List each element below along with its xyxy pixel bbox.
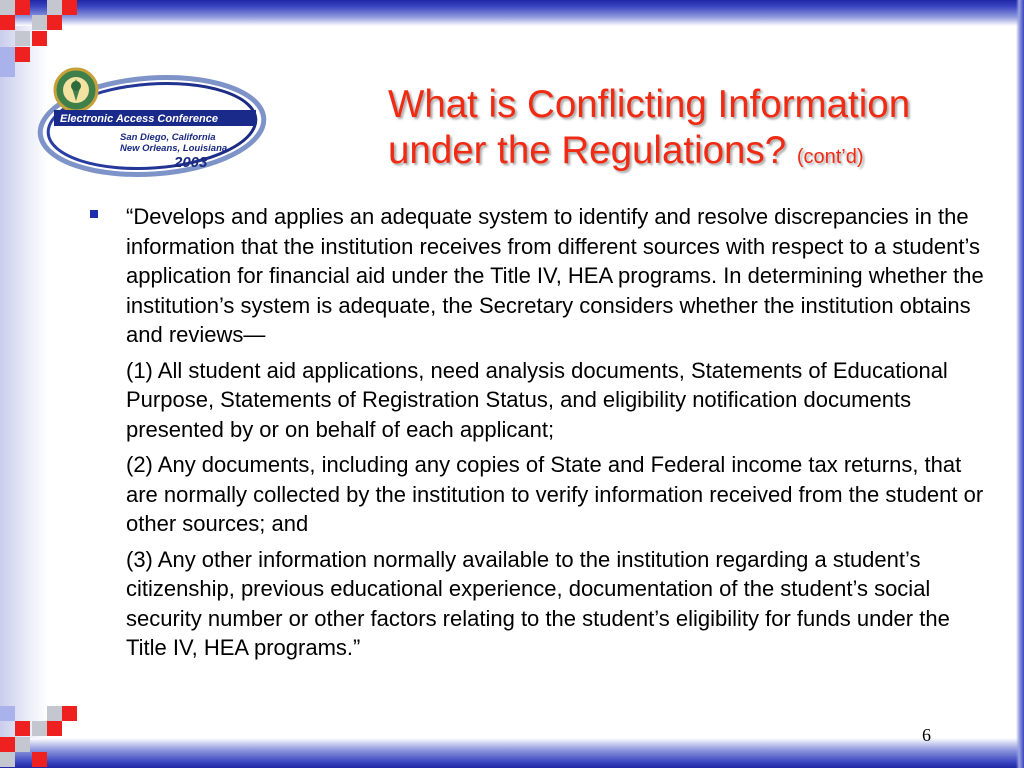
logo-location-line1: San Diego, California — [120, 132, 216, 143]
slide-top-border — [0, 0, 1024, 26]
main-paragraph: “Develops and applies an adequate system to identify and resolve discrepancies in the information that the institution receives from different sources with respect to a student’s application for financial aid under the Title IV, HEA programs. In determining whether the institution’s system is adequate, the Secretary considers whether the institution obtains and reviews— — [126, 204, 984, 347]
slide-title-line1: What is Conflicting Information — [388, 83, 911, 126]
logo-conference-name: Electronic Access Conference — [60, 113, 218, 125]
conference-logo — [36, 66, 268, 178]
sub-item-2: (2) Any documents, including any copies of State and Federal income tax returns, that are normally collected by the institution to verify information received from the student or other sources; and — [126, 452, 984, 536]
slide-title — [388, 82, 1018, 180]
page-number: 6 — [922, 725, 931, 745]
slide-bottom-border — [0, 738, 1024, 768]
bottom-checker-decoration — [0, 706, 78, 768]
logo-year: 2003 — [174, 154, 208, 171]
bullet-item — [90, 202, 990, 350]
logo-location-line2: New Orleans, Louisiana — [120, 143, 228, 154]
sub-item-3: (3) Any other information normally available to the institution regarding a student’s citizenship, previous educational experience, documentation of the student’s social security number or other factors relating to the student’s eligibility for funds under the Title IV, HEA programs.” — [126, 546, 950, 660]
square-bullet-icon — [90, 210, 98, 218]
slide-title-suffix: (cont’d) — [796, 146, 864, 168]
sub-item-1: (1) All student aid applications, need analysis documents, Statements of Educational Purpose, Statements of Registration Status, and eligibility notification documents presented by or on behalf of each applicant; — [126, 357, 948, 442]
slide-title-line2: under the Regulations? — [388, 129, 787, 172]
seal-icon — [55, 69, 97, 111]
slide-body — [90, 202, 990, 663]
